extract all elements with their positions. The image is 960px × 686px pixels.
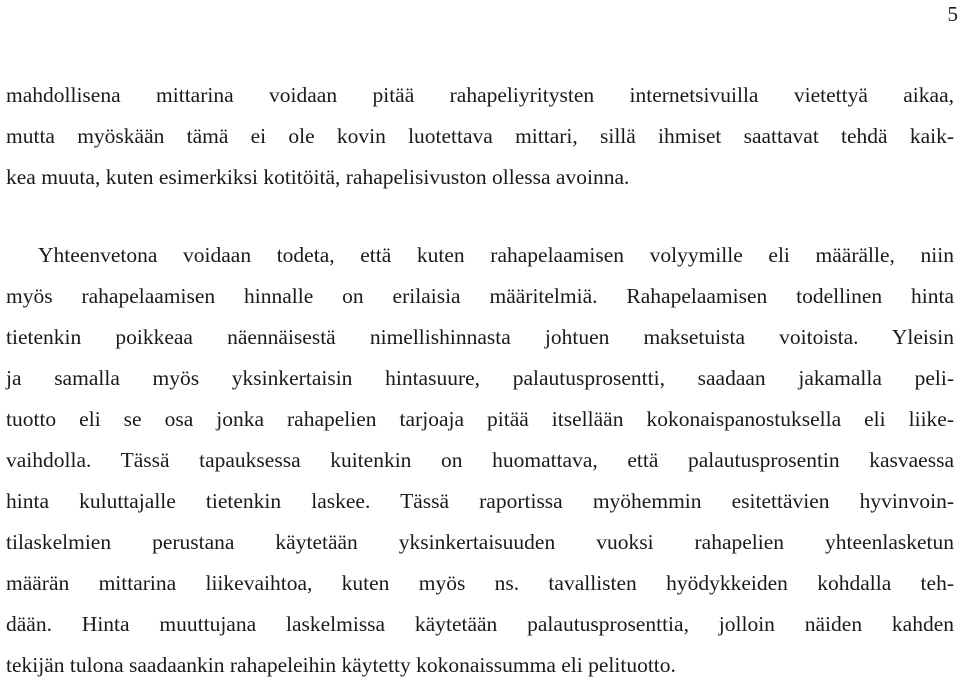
text-line: kea muuta, kuten esimerkiksi kotitöitä, rahapelisivuston ollessa avoinna.	[6, 165, 630, 189]
text-line: mutta myöskään tämä ei ole kovin luotettava mittari, sillä ihmiset saattavat tehdä kaik-	[6, 124, 954, 148]
paragraph-1	[6, 75, 954, 198]
paragraph-2	[6, 235, 954, 686]
page-number: 5	[947, 2, 958, 26]
text-line: dään. Hinta muuttujana laskelmissa käytetään palautusprosenttia, jolloin näiden kahden	[6, 612, 954, 636]
text-line: tietenkin poikkeaa näennäisestä nimellishinnasta johtuen maksetuista voitoista. Yleisin	[6, 325, 954, 349]
text-line: myös rahapelaamisen hinnalle on erilaisia määritelmiä. Rahapelaamisen todellinen hinta	[6, 284, 954, 308]
text-line: tuotto eli se osa jonka rahapelien tarjoaja pitää itsellään kokonaispanostuksella eli liike-	[6, 407, 954, 431]
text-line: tilaskelmien perustana käytetään yksinkertaisuuden vuoksi rahapelien yhteenlasketun	[6, 530, 954, 554]
text-line: tekijän tulona saadaankin rahapeleihin käytetty kokonaissumma eli pelituotto.	[6, 653, 676, 677]
text-line: ja samalla myös yksinkertaisin hintasuure, palautusprosentti, saadaan jakamalla peli-	[6, 366, 954, 390]
text-line: hinta kuluttajalle tietenkin laskee. Tässä raportissa myöhemmin esitettävien hyvinvoin-	[6, 489, 954, 513]
text-line: määrän mittarina liikevaihtoa, kuten myös ns. tavallisten hyödykkeiden kohdalla teh-	[6, 571, 954, 595]
text-line: vaihdolla. Tässä tapauksessa kuitenkin on huomattava, että palautusprosentin kasvaessa	[6, 448, 954, 472]
text-line: Yhteenvetona voidaan todeta, että kuten rahapelaamisen volyymille eli määrälle, niin	[38, 243, 954, 267]
text-line: mahdollisena mittarina voidaan pitää rahapeliyritysten internetsivuilla vietettyä aikaa,	[6, 83, 954, 107]
